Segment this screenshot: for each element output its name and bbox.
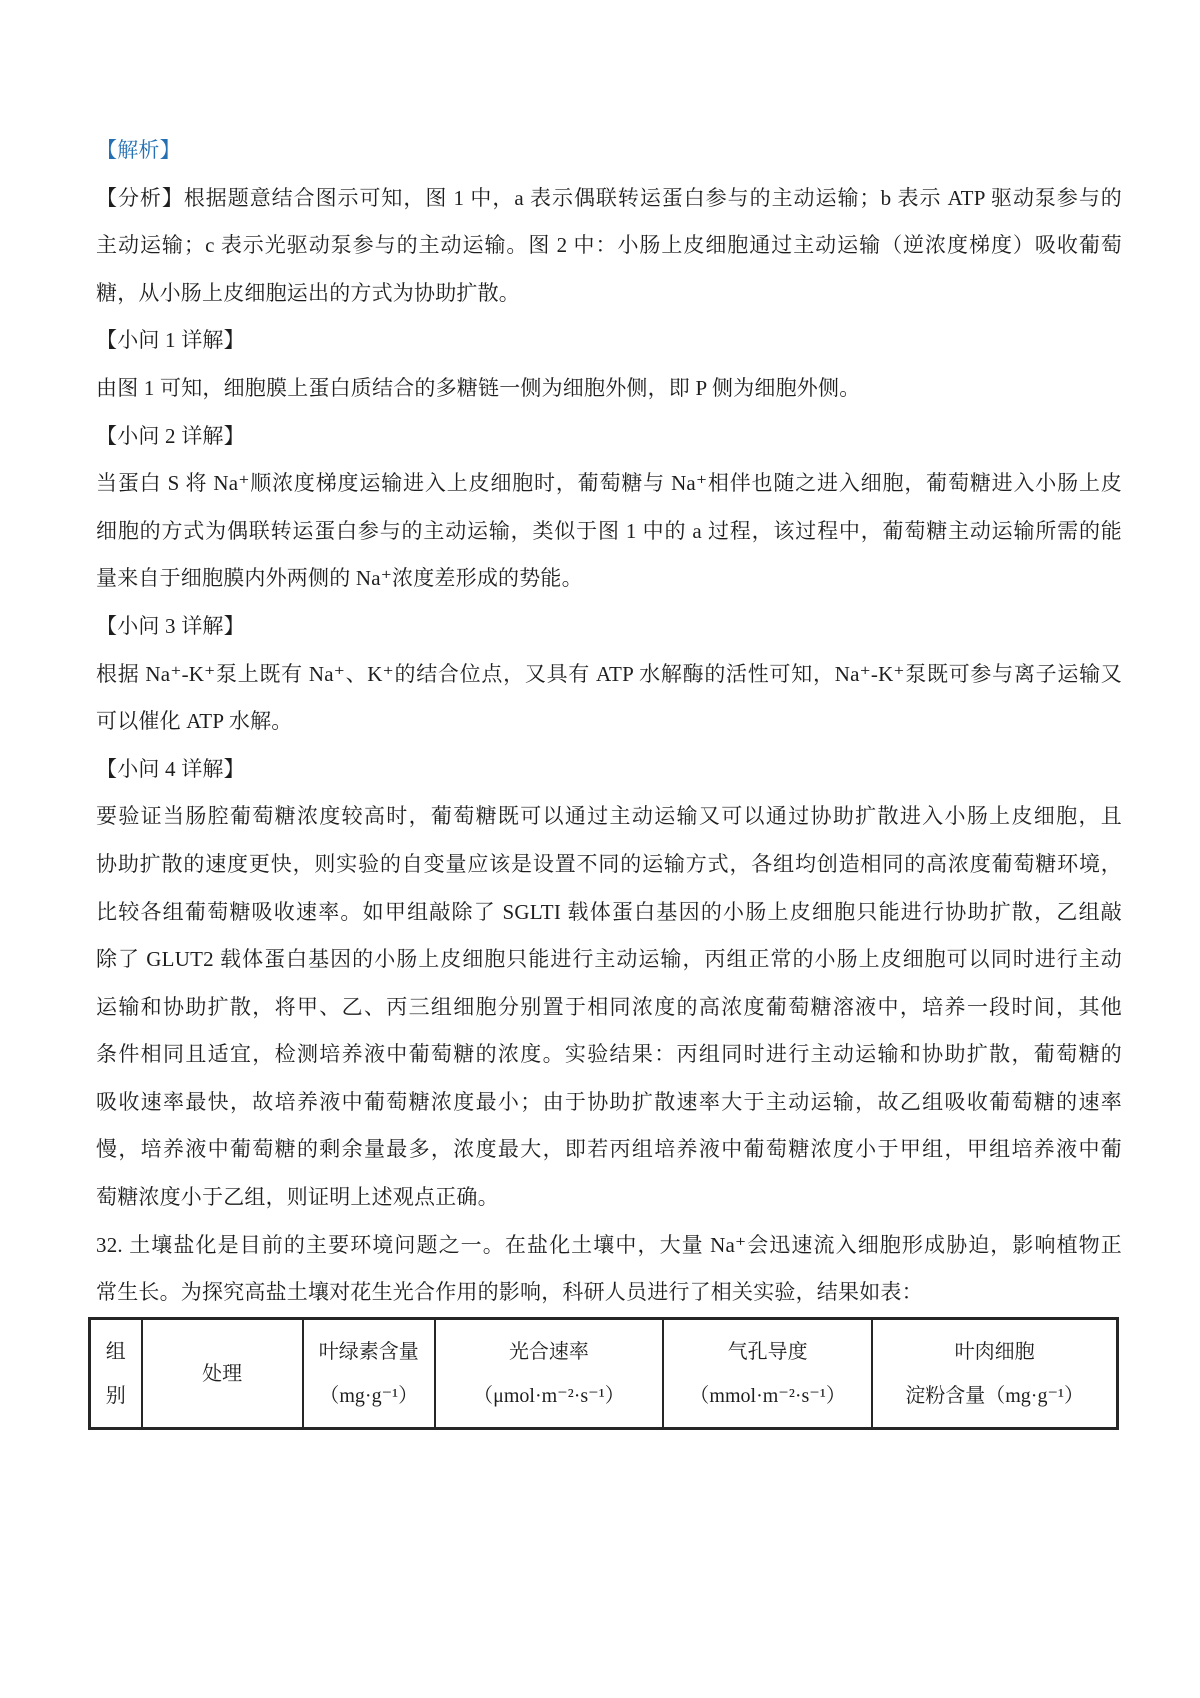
section-heading-subq2: 【小问 2 详解】 xyxy=(96,423,245,448)
text-line: 运输和协助扩散，将甲、乙、丙三组细胞分别置于相同浓度的高浓度葡萄糖溶液中，培养一段时间，其他 xyxy=(96,994,1122,1019)
section-heading-subq4: 【小问 4 详解】 xyxy=(96,756,245,781)
table-header-unit: 淀粉含量（mg·g⁻¹） xyxy=(905,1384,1085,1407)
results-table xyxy=(88,1317,1119,1430)
text-line: 根据 Na⁺-K⁺泵上既有 Na⁺、K⁺的结合位点，又具有 ATP 水解酶的活性可知，Na⁺-K⁺泵既可参与离子运输又 xyxy=(96,661,1122,686)
question-32-line: 常生长。为探究高盐土壤对花生光合作用的影响，科研人员进行了相关实验，结果如表： xyxy=(96,1280,923,1305)
text-line: 协助扩散的速度更快，则实验的自变量应该是设置不同的运输方式，各组均创造相同的高浓度葡萄糖环境， xyxy=(96,851,1122,876)
table-header-unit: （mg·g⁻¹） xyxy=(319,1384,419,1407)
table-header-text: 叶肉细胞 xyxy=(954,1340,1035,1363)
text-line: 可以催化 ATP 水解。 xyxy=(96,709,293,734)
table-header-text: 叶绿素含量 xyxy=(318,1340,419,1363)
table-header-treatment xyxy=(142,1319,303,1429)
results-table-container xyxy=(88,1317,1119,1430)
text-line: 糖，从小肠上皮细胞运出的方式为协助扩散。 xyxy=(96,280,520,305)
table-header-group xyxy=(90,1319,142,1429)
text-line: 比较各组葡萄糖吸收速率。如甲组敲除了 SGLTI 载体蛋白基因的小肠上皮细胞只能进行协助扩散，乙组敲 xyxy=(96,899,1122,924)
table-header-text: 组 xyxy=(105,1340,126,1363)
section-heading-subq1: 【小问 1 详解】 xyxy=(96,328,245,353)
document-body xyxy=(96,127,1122,1317)
table-header-unit: （mmol·m⁻²·s⁻¹） xyxy=(689,1384,846,1407)
table-header-text: 处理 xyxy=(202,1362,243,1385)
table-header-mesophyll-starch xyxy=(872,1319,1117,1429)
text-line: 【分析】根据题意结合图示可知，图 1 中，a 表示偶联转运蛋白参与的主动运输；b 表示 ATP 驱动泵参与的 xyxy=(96,185,1122,210)
text-line: 要验证当肠腔葡萄糖浓度较高时，葡萄糖既可以通过主动运输又可以通过协助扩散进入小肠上皮细胞，且 xyxy=(96,804,1122,829)
table-header-stomatal-conductance xyxy=(663,1319,872,1429)
text-line: 由图 1 可知，细胞膜上蛋白质结合的多糖链一侧为细胞外侧，即 P 侧为细胞外侧。 xyxy=(96,375,861,400)
section-heading-jiexi: 【解析】 xyxy=(96,138,181,162)
text-line: 主动运输；c 表示光驱动泵参与的主动运输。图 2 中：小肠上皮细胞通过主动运输（逆浓度梯度）吸收葡萄 xyxy=(96,233,1122,258)
question-32-line: 32. 土壤盐化是目前的主要环境问题之一。在盐化土壤中，大量 Na⁺会迅速流入细胞形成胁迫，影响植物正 xyxy=(96,1232,1122,1257)
table-header-photosynthesis-rate xyxy=(435,1319,663,1429)
text-line: 条件相同且适宜，检测培养液中葡萄糖的浓度。实验结果：丙组同时进行主动运输和协助扩散，葡萄糖的 xyxy=(96,1042,1122,1067)
table-header-text: 气孔导度 xyxy=(727,1340,808,1363)
text-line: 细胞的方式为偶联转运蛋白参与的主动运输，类似于图 1 中的 a 过程，该过程中，葡萄糖主动运输所需的能 xyxy=(96,518,1122,543)
text-line: 吸收速率最快，故培养液中葡萄糖浓度最小；由于协助扩散速率大于主动运输，故乙组吸收葡萄糖的速率 xyxy=(96,1089,1122,1114)
table-header-chlorophyll xyxy=(303,1319,435,1429)
table-header-unit: （μmol·m⁻²·s⁻¹） xyxy=(473,1384,625,1407)
table-header-text: 别 xyxy=(105,1384,126,1407)
text-line: 慢，培养液中葡萄糖的剩余量最多，浓度最大，即若丙组培养液中葡萄糖浓度小于甲组，甲组培养液中葡 xyxy=(96,1137,1122,1162)
section-heading-subq3: 【小问 3 详解】 xyxy=(96,613,245,638)
table-header-text: 光合速率 xyxy=(508,1340,589,1363)
text-line: 当蛋白 S 将 Na⁺顺浓度梯度运输进入上皮细胞时，葡萄糖与 Na⁺相伴也随之进入细胞，葡萄糖进入小肠上皮 xyxy=(96,471,1122,496)
text-line: 量来自于细胞膜内外两侧的 Na⁺浓度差形成的势能。 xyxy=(96,566,583,591)
text-line: 除了 GLUT2 载体蛋白基因的小肠上皮细胞只能进行主动运输，丙组正常的小肠上皮细胞可以同时进行主动 xyxy=(96,947,1122,972)
text-line: 萄糖浓度小于乙组，则证明上述观点正确。 xyxy=(96,1185,499,1210)
